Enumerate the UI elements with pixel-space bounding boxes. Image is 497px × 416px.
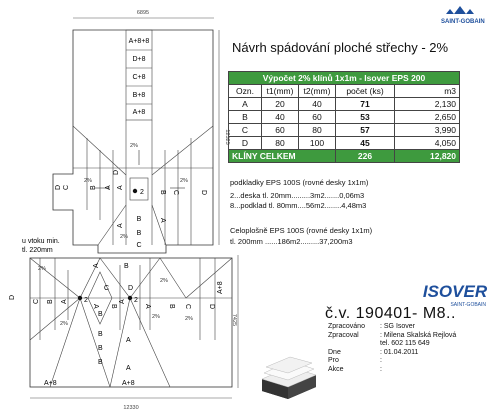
- drain-lower-2: [128, 296, 132, 300]
- svg-text:B: B: [98, 359, 103, 366]
- svg-text:A: A: [126, 365, 131, 372]
- svg-text:D: D: [128, 285, 134, 292]
- slope-arrows-lower: [38, 266, 193, 327]
- dim-right-lower: 7425: [231, 313, 237, 327]
- svg-text:B: B: [159, 190, 166, 195]
- svg-text:2%: 2%: [185, 316, 193, 322]
- isover-logo-sub: SAINT-GOBAIN: [450, 302, 486, 308]
- svg-text:A: A: [117, 223, 124, 228]
- svg-text:C: C: [63, 184, 70, 190]
- svg-text:2%: 2%: [152, 314, 160, 320]
- svg-text:B: B: [47, 299, 54, 304]
- dim-right-upper: 12525: [224, 129, 230, 145]
- saint-gobain-logo: [438, 4, 488, 26]
- table-row: C 60 80 57 3,990: [229, 124, 460, 137]
- roof-plan: [0, 0, 240, 416]
- drain-note-2: tl. 220mm: [22, 247, 53, 254]
- svg-text:D: D: [9, 294, 16, 300]
- svg-text:D: D: [113, 169, 120, 175]
- svg-text:B: B: [98, 311, 103, 318]
- lower-letters: [9, 263, 224, 387]
- col-count: počet (ks): [336, 85, 395, 98]
- drain-upper: [133, 189, 137, 193]
- svg-text:A: A: [159, 218, 166, 223]
- svg-text:A: A: [119, 299, 126, 304]
- svg-text:A: A: [92, 304, 99, 309]
- svg-text:C: C: [33, 298, 40, 304]
- isover-logo-text: ISOVER: [422, 282, 488, 301]
- col-t1: t1(mm): [262, 85, 299, 98]
- svg-text:A: A: [144, 304, 151, 309]
- full-title: Celoplošně EPS 100S (rovné desky 1x1m): [230, 226, 373, 235]
- stack-label: A+8+8: [128, 38, 150, 45]
- stack-label: A+8: [132, 109, 146, 116]
- dim-bottom: 12330: [123, 405, 139, 411]
- col-t2: t2(mm): [299, 85, 336, 98]
- svg-text:C: C: [172, 190, 179, 196]
- pad-line-1: 2...deska tl. 20mm.........3m2.......0,06m3: [230, 191, 365, 200]
- svg-text:B: B: [110, 304, 117, 309]
- page-title: Návrh spádování ploché střechy - 2%: [232, 40, 449, 55]
- table-total-row: KLÍNY CELKEM 226 12,820: [229, 150, 460, 163]
- svg-text:A: A: [105, 185, 112, 190]
- table-heading: Výpočet 2% klínů 1x1m - Isover EPS 200: [229, 72, 460, 85]
- svg-text:B: B: [124, 263, 129, 270]
- stack-label: C+8: [132, 74, 146, 81]
- svg-text:A: A: [61, 299, 68, 304]
- drain-label: 2: [134, 297, 138, 304]
- svg-text:2%: 2%: [160, 278, 168, 284]
- svg-text:2%: 2%: [84, 178, 92, 184]
- svg-text:B: B: [136, 216, 142, 223]
- project-meta: Zpracováno : SG Isover Zpracoval : Milena Skalská Rejlová tel. 602 115 649 Dne : 01.04.2011 Pro : Akce :: [328, 323, 457, 373]
- svg-text:2%: 2%: [120, 234, 128, 240]
- table-row: A 20 40 71 2,130: [229, 98, 460, 111]
- wedge-table: [228, 71, 460, 163]
- drain-label: 2: [84, 297, 88, 304]
- svg-text:A: A: [93, 263, 100, 268]
- drain-label: 2: [140, 189, 144, 196]
- product-photo: [258, 349, 320, 401]
- svg-text:B: B: [168, 304, 175, 309]
- svg-text:B: B: [90, 185, 97, 190]
- full-line: tl. 200mm ......186m2.........37,200m3: [230, 237, 353, 246]
- table-row: D 80 100 45 4,050: [229, 137, 460, 150]
- svg-text:D: D: [200, 190, 207, 196]
- svg-text:A+8: A+8: [217, 281, 224, 294]
- svg-text:2%: 2%: [180, 178, 188, 184]
- svg-text:C: C: [136, 242, 142, 249]
- svg-text:2%: 2%: [130, 143, 138, 149]
- svg-text:C: C: [104, 285, 110, 292]
- svg-text:D: D: [55, 184, 62, 190]
- svg-text:A: A: [117, 185, 124, 190]
- table-row: B 40 60 53 2,650: [229, 111, 460, 124]
- upper-hips: [73, 120, 213, 245]
- svg-text:2%: 2%: [38, 266, 46, 272]
- svg-text:D: D: [208, 304, 215, 310]
- pad-line-2: 8...podklad tl. 80mm....56m2........4,48m3: [230, 201, 367, 210]
- dim-top: 6895: [136, 10, 150, 16]
- svg-text:B: B: [98, 345, 103, 352]
- svg-text:B: B: [98, 331, 103, 338]
- drain-lower-1: [78, 296, 82, 300]
- pad-title: podkladky EPS 100S (rovné desky 1x1m): [230, 178, 369, 187]
- svg-text:2%: 2%: [60, 321, 68, 327]
- saint-gobain-text: SAINT-GOBAIN: [441, 19, 485, 25]
- col-m3: m3: [395, 85, 460, 98]
- col-ozn: Ozn.: [229, 85, 262, 98]
- stack-label: D+8: [132, 56, 146, 63]
- svg-text:A+8: A+8: [122, 380, 135, 387]
- svg-text:A+8: A+8: [44, 380, 57, 387]
- stack-label: B+8: [132, 92, 146, 99]
- svg-text:B: B: [136, 230, 142, 237]
- drain-note-1: u vtoku min.: [22, 238, 60, 245]
- svg-text:A: A: [126, 337, 131, 344]
- upper-roof-outline: [53, 30, 213, 253]
- svg-text:C: C: [184, 304, 191, 310]
- drawing-number: č.v. 190401- M8..: [325, 305, 456, 322]
